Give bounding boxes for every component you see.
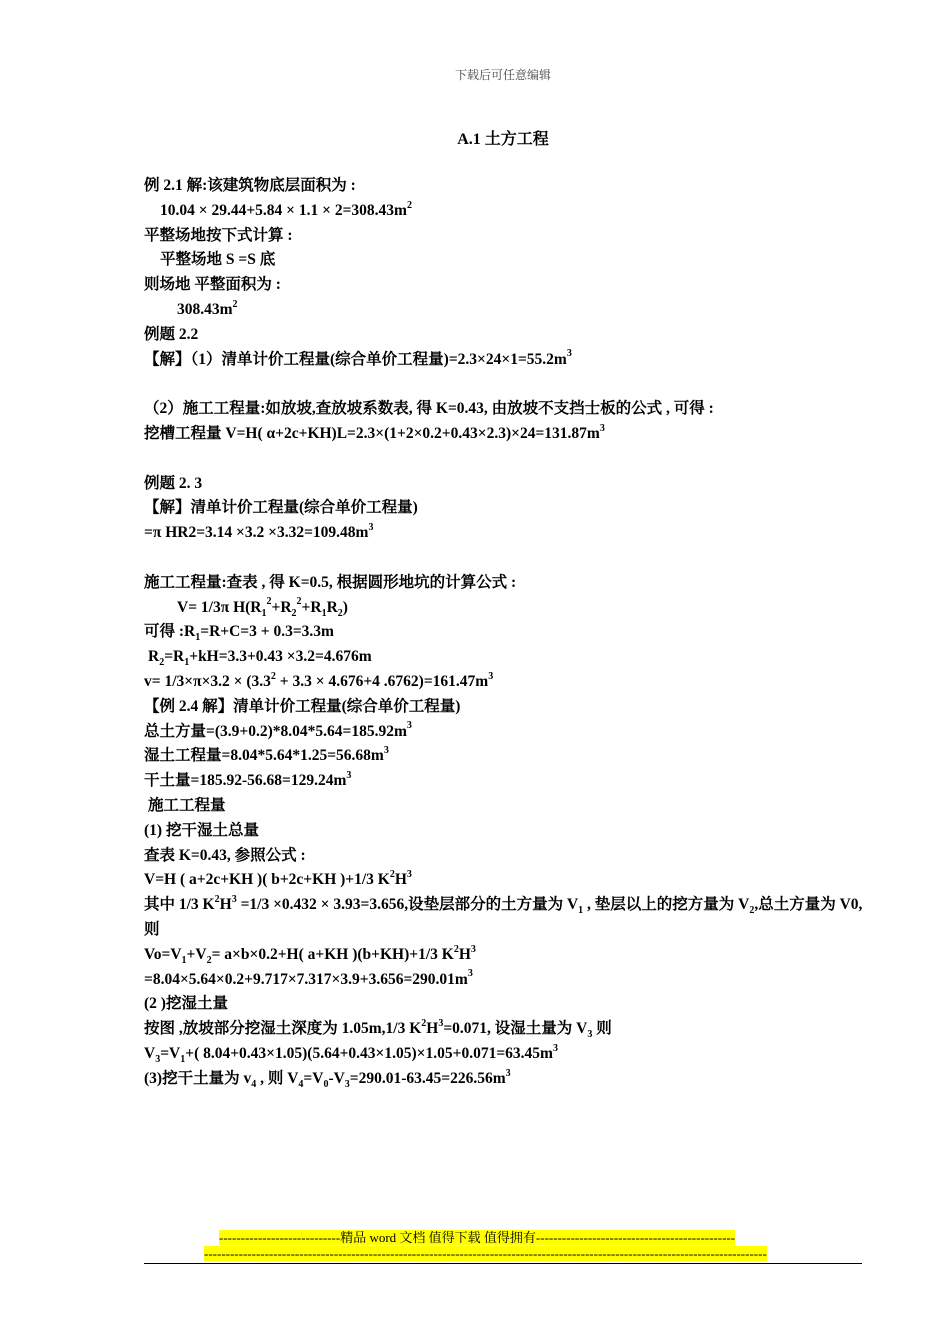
text-line: (3)挖干土量为 $v_4$ , 则 $V_4=V_0-V_3=290.01-63.45=226.56m^3$ bbox=[144, 1067, 511, 1090]
page-header: 下载后可任意编辑 bbox=[454, 68, 551, 82]
text-line: 【例 2.4 解】清单计价工程量(综合单价工程量) bbox=[144, 697, 461, 715]
text-line: 可得 $:R_1=R+C=3 + 0.3=3.3m$ bbox=[144, 623, 334, 644]
footer-banner-text: ----------------------------精品 word 文档 值得下载 值得拥有---------------------------------------------- bbox=[219, 1230, 736, 1245]
text-line: 平整场地 S =S 底 bbox=[160, 251, 276, 269]
text-line: =π $HR2=3.14 \times 3.2 \times 3.32=109.48m^3$ bbox=[144, 522, 374, 542]
text-line: 施工工程量 bbox=[148, 796, 226, 814]
document-title: A.1 土方工程 bbox=[457, 131, 549, 148]
text-line: 【解】清单计价工程量(综合单价工程量) bbox=[144, 499, 418, 517]
text-line: $=8.04\times 5.64\times 0.2+9.717\times 7.317\times 3.9+3.656=290.01m^3$ bbox=[144, 968, 473, 988]
footer-rule bbox=[144, 1263, 862, 1264]
text-line: V= 1/3π $H(R_1^2+R_2^2+R_1R_2)$ bbox=[177, 596, 348, 619]
text-line: 查表 K=0.43, 参照公式 : bbox=[144, 846, 306, 864]
text-line: 挖槽工程量 V=H( $\alpha+2c+KH)L=2.3\times(1+2\times 0.2+0.43\times 2.3)\times 24=131.87m^3$ bbox=[144, 422, 605, 442]
text-line: 湿土工程量$=8.04*5.64*1.25=56.68m^3$ bbox=[144, 745, 389, 765]
text-line: (1) 挖干湿土总量 bbox=[144, 821, 259, 839]
text-line: $V_3=V_1+$( $8.04+0.43\times 1.05)(5.64+0.43\times 1.05)\times 1.05+0.071=63.45m^3$ bbox=[144, 1042, 558, 1065]
text-line: 例 2.1 解:该建筑物底层面积为 : bbox=[144, 177, 356, 194]
footer-dashes bbox=[204, 1246, 804, 1262]
text-line: 施工工程量:查表 , 得 K=0.5, 根据圆形地坑的计算公式 : bbox=[144, 573, 517, 591]
blank-line bbox=[144, 372, 864, 397]
document-body bbox=[144, 174, 864, 1091]
text-line: 例题 2.2 bbox=[144, 325, 199, 343]
text-line: $v= 1/3\times\pi\times 3.2 \times (3.3^2 + 3.3 \times 4.676+4$ $.6762)=161.47m^3$ bbox=[144, 670, 494, 690]
text-line: 总土方量$=(3.9+0.2)*8.04*5.64=185.92m^3$ bbox=[144, 720, 412, 740]
text-line: $Vo=V_1+V_2= a\times b\times 0.2+H$( a+KH )(b+KH)+1/3 $K^2H^3$ bbox=[144, 943, 476, 966]
text-line: $R_2=R_1+kH=3.3+0.43 \times 3.2=4.676m$ bbox=[148, 648, 372, 669]
text-line: 干土量$=185.92-56.68=129.24m^3$ bbox=[144, 769, 352, 790]
text-line: 则场地 平整面积为 : bbox=[144, 276, 281, 294]
footer-banner bbox=[219, 1230, 789, 1246]
blank-line bbox=[144, 447, 864, 472]
text-line: 例题 2. 3 bbox=[144, 474, 203, 492]
text-line: $10.04 \times 29.44+5.84 \times 1.1 \times 2=308.43m^2$ bbox=[160, 199, 412, 219]
text-line: 平整场地按下式计算 : bbox=[144, 226, 293, 244]
footer-dashes-text: ---------------------------------------------------------------------------------------------------------------------------------- bbox=[204, 1246, 767, 1261]
text-line: 【解】（1）清单计价工程量(综合单价工程量)$=2.3\times 24\times 1=55.2m^3$ bbox=[144, 348, 572, 368]
text-line: V=H ( a+2c+KH )( b+2c+KH )+1/3 $K^2H^3$ bbox=[144, 869, 412, 889]
text-line: （2）施工工程量:如放坡,查放坡系数表, 得 K=0.43, 由放坡不支挡士板的公式 , 可得 : bbox=[144, 400, 714, 418]
text-line: $308.43m^2$ bbox=[177, 298, 238, 318]
text-line: 按图 ,放坡部分挖湿土深度为 1.05m,1/3 $K^2H^3=0.071$, 设湿土量为 $V_3$ 则 bbox=[144, 1017, 612, 1041]
text-line: (2 )挖湿土量 bbox=[144, 995, 228, 1013]
blank-line bbox=[144, 546, 864, 571]
text-line: 其中 1/3 $K^2H^3 =1/3 \times 0.432 \times 3.93=3.656$,设垫层部分的土方量为 $V_1$ , 垫层以上的挖方量为 $V_2$,总土方量为 V0,则 bbox=[144, 893, 863, 938]
